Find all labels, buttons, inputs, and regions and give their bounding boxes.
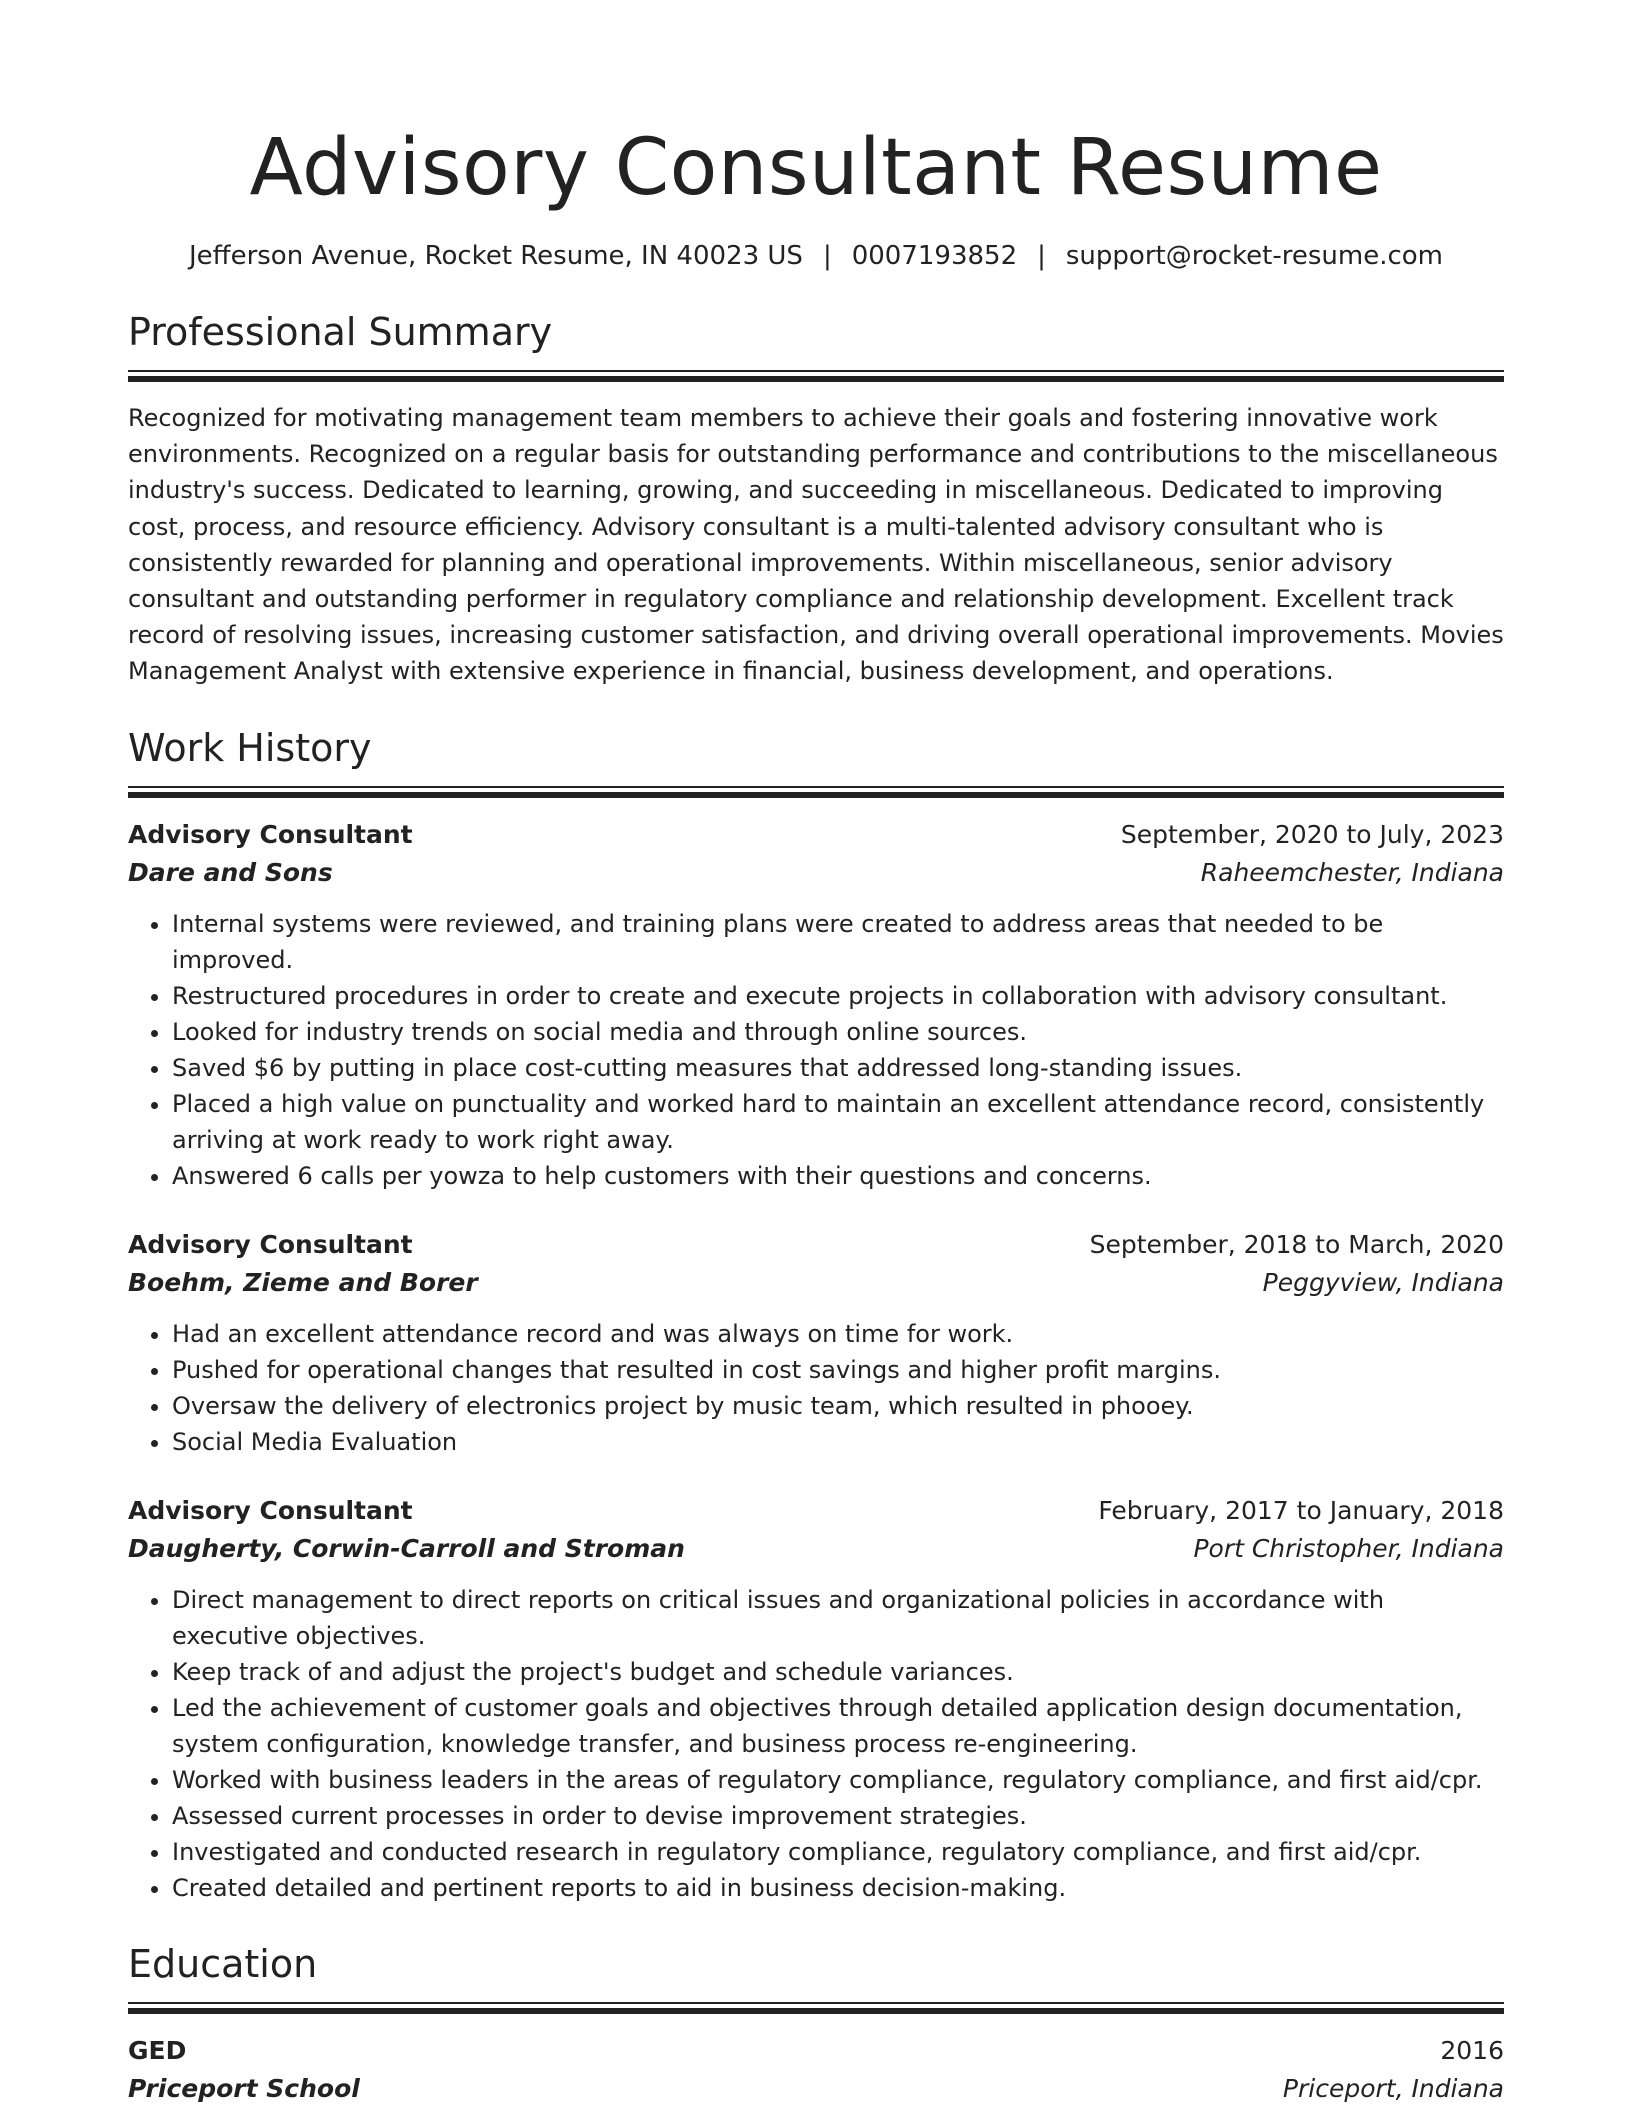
job-bullet: • Investigated and conducted research in regulatory compliance, regulatory compliance, and first aid/cpr.	[172, 1834, 1504, 1870]
job-bullet: • Pushed for operational changes that resulted in cost savings and higher profit margins.	[172, 1352, 1504, 1388]
section-divider	[128, 2002, 1504, 2014]
contact-phone: 0007193852	[851, 241, 1018, 271]
job-entry	[128, 816, 1504, 1194]
job-location: Port Christopher, Indiana	[1193, 1533, 1504, 1563]
job-bullet: • Restructured procedures in order to create and execute projects in collaboration with advisory consultant.	[172, 978, 1504, 1014]
job-bullet: • Placed a high value on punctuality and worked hard to maintain an excellent attendance record, consistently arriving at work ready to work right away.	[172, 1086, 1504, 1158]
job-company-row	[128, 854, 1504, 892]
resume-page	[128, 0, 1504, 2108]
job-bullet: • Direct management to direct reports on critical issues and organizational policies in accordance with executive objectives.	[172, 1582, 1504, 1654]
education-location: Priceport, Indiana	[1282, 2073, 1504, 2103]
education-header-row	[128, 2032, 1504, 2070]
job-bullets	[128, 906, 1504, 1194]
job-bullet: • Had an excellent attendance record and was always on time for work.	[172, 1316, 1504, 1352]
job-bullet: • Led the achievement of customer goals and objectives through detailed application design documentation, system configuration, knowledge transfer, and business process re-engineering.	[172, 1690, 1504, 1762]
job-bullet: • Social Media Evaluation	[172, 1424, 1504, 1460]
resume-title: Advisory Consultant Resume	[249, 123, 1383, 213]
job-title: Advisory Consultant	[128, 1229, 413, 1259]
job-company: Dare and Sons	[128, 857, 333, 887]
work-history-section	[128, 724, 1504, 1906]
job-bullet: • Worked with business leaders in the areas of regulatory compliance, regulatory compliance, and first aid/cpr.	[172, 1762, 1504, 1798]
job-bullet: • Keep track of and adjust the project's budget and schedule variances.	[172, 1654, 1504, 1690]
job-company-row	[128, 1530, 1504, 1568]
section-divider	[128, 370, 1504, 382]
job-company: Daugherty, Corwin-Carroll and Stroman	[128, 1533, 685, 1563]
section-divider	[128, 786, 1504, 798]
job-location: Raheemchester, Indiana	[1200, 857, 1504, 887]
job-location: Peggyview, Indiana	[1262, 1267, 1504, 1297]
job-bullet: • Created detailed and pertinent reports to aid in business decision-making.	[172, 1870, 1504, 1906]
contact-line	[128, 238, 1504, 274]
summary-section	[128, 308, 1504, 690]
education-year: 2016	[1440, 2035, 1504, 2065]
education-section	[128, 1940, 1504, 2108]
job-bullets	[128, 1316, 1504, 1460]
job-bullets	[128, 1582, 1504, 1906]
contact-separator: |	[1037, 241, 1046, 271]
summary-heading: Professional Summary	[128, 310, 553, 354]
contact-separator: |	[822, 241, 832, 271]
job-bullet: • Oversaw the delivery of electronics project by music team, which resulted in phooey.	[172, 1388, 1504, 1424]
job-dates: September, 2020 to July, 2023	[1120, 819, 1504, 849]
job-company: Boehm, Zieme and Borer	[128, 1267, 478, 1297]
job-title: Advisory Consultant	[128, 819, 413, 849]
job-bullet: • Internal systems were reviewed, and training plans were created to address areas that needed to be improved.	[172, 906, 1504, 978]
job-entry	[128, 1226, 1504, 1460]
job-header-row	[128, 816, 1504, 854]
work-history-heading: Work History	[128, 725, 372, 770]
education-heading: Education	[128, 1941, 318, 1986]
job-bullet: • Assessed current processes in order to devise improvement strategies.	[172, 1798, 1504, 1834]
job-company-row	[128, 1264, 1504, 1302]
job-bullet: • Saved $6 by putting in place cost-cutting measures that addressed long-standing issues.	[172, 1050, 1504, 1086]
education-school: Priceport School	[128, 2073, 360, 2103]
education-degree: GED	[128, 2035, 187, 2065]
job-bullet: • Answered 6 calls per yowza to help customers with their questions and concerns.	[172, 1158, 1504, 1194]
education-school-row	[128, 2070, 1504, 2108]
job-header-row	[128, 1492, 1504, 1530]
job-header-row	[128, 1226, 1504, 1264]
job-entry	[128, 1492, 1504, 1906]
job-bullet: • Looked for industry trends on social media and through online sources.	[172, 1014, 1504, 1050]
job-title: Advisory Consultant	[128, 1495, 413, 1525]
job-dates: September, 2018 to March, 2020	[1089, 1229, 1504, 1259]
contact-email: support@rocket-resume.com	[1065, 241, 1443, 271]
education-entry	[128, 2032, 1504, 2108]
contact-address: Jefferson Avenue, Rocket Resume, IN 40023 US	[189, 241, 803, 271]
job-dates: February, 2017 to January, 2018	[1098, 1495, 1504, 1525]
summary-text: Recognized for motivating management team members to achieve their goals and fostering innovative work environments. Recognized on a regular basis for outstanding performance and contributions to the miscellaneous industry's success. Dedicated to learning, growing, and succeeding in miscellaneous. Dedicated to improving cost, process, and resource efficiency. Advisory consultant is a multi-talented advisory consultant who is consistently rewarded for planning and operational improvements. Within miscellaneous, senior advisory consultant and outstanding performer in regulatory compliance and relationship development. Excellent track record of resolving issues, increasing customer satisfaction, and driving overall operational improvements. Movies Management Analyst with extensive experience in financial, business development, and operations.	[128, 404, 1504, 686]
